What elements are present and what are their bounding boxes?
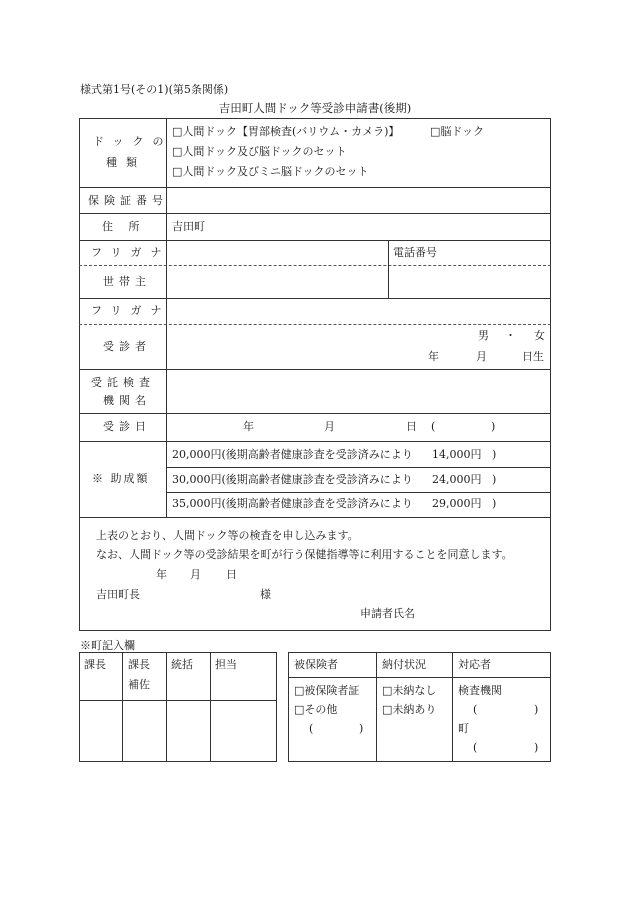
apply-day-label: 日 [226,568,237,581]
dock-option-set[interactable]: □人間ドック及び脳ドックのセット [172,145,347,158]
handler-institution: 検査機関 [458,684,502,697]
dock-type-label: ドックの [93,135,173,148]
dock-type-label-2: 種類 [106,156,146,169]
subsidy-amount-1: 14,000円 [432,448,482,461]
handler-institution-open: ( [473,703,478,716]
subsidy-row-3[interactable]: 35,000円(後期高齢者健康診査を受診済みにより [172,497,413,510]
approval-staff: 担当 [215,658,237,671]
payment-header: 納付状況 [382,658,426,671]
declaration-line-2: なお、人間ドック等の受診結果を町が行う保健指導等に利用することを同意します。 [96,548,513,561]
subsidy-label: ※ 助成額 [92,472,150,485]
phone-label: 電話番号 [393,246,437,259]
householder-field[interactable] [167,266,387,297]
handler-town: 町 [458,722,469,735]
householder-label: 世帯主 [103,275,151,288]
dock-option-brain[interactable]: □脳ドック [430,125,484,138]
address-label: 住 所 [102,220,140,233]
insured-other-checkbox[interactable]: □その他 [294,703,338,716]
dock-option-mini-set[interactable]: □人間ドック及びミニ脳ドックのセット [172,165,369,178]
subsidy-amount-3: 29,000円 [432,497,482,510]
declaration-line-1: 上表のとおり、人間ドック等の検査を申し込みます。 [96,529,359,542]
approval-supervisor: 統括 [171,658,193,671]
approval-deputy-chief-2: 補佐 [128,678,150,691]
sex-separator: ・ [505,329,516,342]
subsidy-row-2[interactable]: 30,000円(後期高齢者健康診査を受診済みにより [172,473,413,486]
sex-male[interactable]: 男 [478,329,489,342]
handler-town-close: ) [534,741,539,754]
apply-year-label: 年 [156,568,167,581]
handler-header: 対応者 [458,658,491,671]
subsidy-close-2: ) [492,473,497,486]
subsidy-row-1[interactable]: 20,000円(後期高齢者健康診査を受診済みにより [172,448,413,461]
institution-label: 受託検査 [91,376,155,389]
institution-label-2: 機関名 [103,394,151,407]
insured-other-close: ) [359,722,364,735]
insured-header: 被保険者 [294,658,338,671]
unpaid-none-checkbox[interactable]: □未納なし [382,684,437,697]
dock-option-human[interactable]: □人間ドック【胃部検査(バリウム・カメラ)】 [172,125,400,138]
subsidy-close-3: ) [492,497,497,510]
furigana-label-2: フリガナ [91,304,171,317]
approval-deputy-chief: 課長 [128,658,150,671]
insured-card-checkbox[interactable]: □被保険者証 [294,684,360,697]
exam-year-label: 年 [243,420,254,433]
insured-other-open: ( [309,722,314,735]
phone-field[interactable] [389,266,550,297]
office-use-title: ※町記入欄 [80,639,135,652]
exam-weekday-open: ( [431,420,436,433]
handler-town-open: ( [473,741,478,754]
insurance-number-label: 保険証番号 [88,194,168,207]
form-number: 様式第1号(その1)(第5条関係) [80,83,229,96]
birth-year-label: 年 [428,350,439,363]
subsidy-close-1: ) [492,448,497,461]
approval-section-chief: 課長 [84,658,106,671]
furigana-label: フリガナ [91,246,171,259]
mayor-label: 吉田町長 [96,588,140,601]
unpaid-exists-checkbox[interactable]: □未納あり [382,703,437,716]
exam-month-label: 月 [324,420,335,433]
birth-month-label: 月 [476,350,487,363]
examinee-label: 受診者 [103,340,151,353]
label-column-divider [166,118,167,517]
form-title: 吉田町人間ドック等受診申請書(後期) [218,101,412,115]
sex-female[interactable]: 女 [534,329,545,342]
exam-date-label: 受診日 [103,420,151,433]
handler-institution-close: ) [534,703,539,716]
applicant-name-label: 申請者氏名 [360,607,415,620]
apply-month-label: 月 [190,568,201,581]
exam-day-label: 日 [406,420,417,433]
exam-weekday-close: ) [491,420,496,433]
address-value[interactable]: 吉田町 [172,220,205,233]
honorific-label: 様 [260,588,271,601]
subsidy-amount-2: 24,000円 [432,473,482,486]
insurance-number-field[interactable] [167,188,550,213]
birth-day-label: 日生 [522,350,544,363]
institution-field[interactable] [167,370,550,413]
